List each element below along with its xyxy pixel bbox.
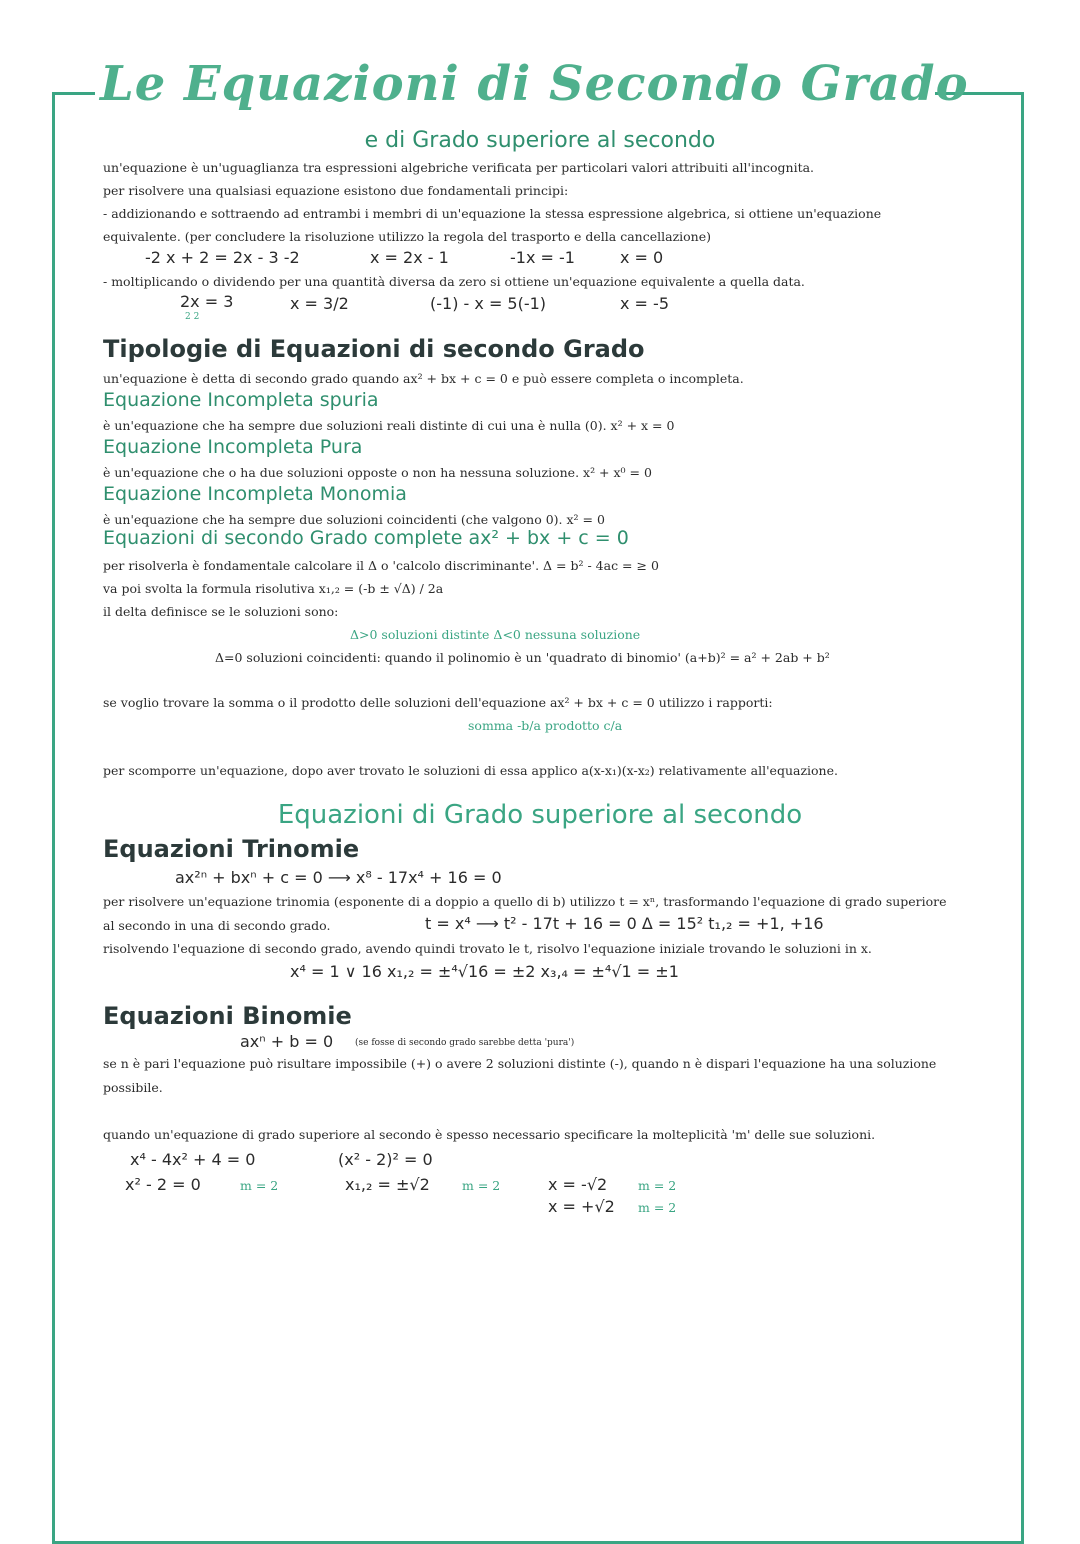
binomie-line-2: possibile. xyxy=(103,1080,163,1095)
complete-text-2: va poi svolta la formula risolutiva x₁,₂ = (-b ± √Δ) / 2a xyxy=(103,581,444,596)
tipologie-intro: un'equazione è detta di secondo grado quando ax² + bx + c = 0 e può essere completa o incompleta. xyxy=(103,371,744,386)
binomie-heading: Equazioni Binomie xyxy=(103,1002,352,1030)
trinomie-math-2: t = x⁴ ⟶ t² - 17t + 16 = 0 Δ = 15² t₁,₂ = +1, +16 xyxy=(425,914,824,933)
molteplicita-math-3: x² - 2 = 0 xyxy=(125,1175,201,1194)
complete-text-3: il delta definisce se le soluzioni sono: xyxy=(103,604,339,619)
spuria-text: è un'equazione che ha sempre due soluzioni reali distinte di cui una è nulla (0). x² + x = 0 xyxy=(103,418,675,433)
trinomie-line-3: risolvendo l'equazione di secondo grado, avendo quindi trovato le t, risolvo l'equazione iniziale trovando le soluzioni in x. xyxy=(103,941,872,956)
intro-math-7: (-1) - x = 5(-1) xyxy=(430,294,547,313)
monomia-heading: Equazione Incompleta Monomia xyxy=(103,483,407,505)
intro-math-4: x = 0 xyxy=(620,248,664,267)
binomie-note: (se fosse di secondo grado sarebbe detta 'pura') xyxy=(355,1038,575,1048)
trinomie-line-1: per risolvere un'equazione trinomia (esponente di a doppio a quello di b) utilizzo t = xⁿ, trasformando l'equazione di grado superiore xyxy=(103,894,947,909)
molteplicita-m-6: m = 2 xyxy=(638,1200,677,1215)
molteplicita-math-6: x = +√2 xyxy=(548,1197,615,1216)
page-subtitle: e di Grado superiore al secondo xyxy=(364,128,716,153)
molteplicita-m-5: m = 2 xyxy=(638,1178,677,1193)
intro-line-2: per risolvere una qualsiasi equazione esistono due fondamentali principi: xyxy=(103,183,569,198)
delta-cases-2: Δ=0 soluzioni coincidenti: quando il polinomio è un 'quadrato di binomio' (a+b)² = a² + 2ab + b² xyxy=(215,650,830,665)
superiore-heading: Equazioni di Grado superiore al secondo xyxy=(277,800,803,830)
intro-math-1: -2 x + 2 = 2x - 3 -2 xyxy=(145,248,300,267)
scomposizione-line: per scomporre un'equazione, dopo aver trovato le soluzioni di essa applico a(x-x₁)(x-x₂) relativamente all'equazione. xyxy=(103,763,838,778)
tipologie-heading: Tipologie di Equazioni di secondo Grado xyxy=(103,335,645,363)
trinomie-math-3: x⁴ = 1 ∨ 16 x₁,₂ = ±⁴√16 = ±2 x₃,₄ = ±⁴√1 = ±1 xyxy=(290,962,679,981)
molteplicita-math-4: x₁,₂ = ±√2 xyxy=(345,1175,430,1194)
pura-heading: Equazione Incompleta Pura xyxy=(103,436,363,458)
molteplicita-m-3: m = 2 xyxy=(240,1178,279,1193)
page-title: Le Equazioni di Secondo Grado xyxy=(100,56,969,112)
molteplicita-math-1: x⁴ - 4x² + 4 = 0 xyxy=(130,1150,256,1169)
trinomie-heading: Equazioni Trinomie xyxy=(103,835,360,863)
delta-cases-1: Δ>0 soluzioni distinte Δ<0 nessuna soluzione xyxy=(350,627,641,642)
molteplicita-math-5: x = -√2 xyxy=(548,1175,608,1194)
complete-text-1: per risolverla è fondamentale calcolare il Δ o 'calcolo discriminante'. Δ = b² - 4ac = ≥ 0 xyxy=(103,558,659,573)
intro-math-5-denominator: 2 2 xyxy=(185,312,200,322)
molteplicita-line: quando un'equazione di grado superiore al secondo è spesso necessario specificare la molteplicità 'm' delle sue soluzioni. xyxy=(103,1127,876,1142)
intro-math-8: x = -5 xyxy=(620,294,669,313)
complete-heading: Equazioni di secondo Grado complete ax² + bx + c = 0 xyxy=(103,527,629,549)
intro-math-6: x = 3/2 xyxy=(290,294,349,313)
intro-line-5: - moltiplicando o dividendo per una quantità diversa da zero si ottiene un'equazione equivalente a quella data. xyxy=(103,274,805,289)
binomie-math: axⁿ + b = 0 xyxy=(240,1032,334,1051)
monomia-text: è un'equazione che ha sempre due soluzioni coincidenti (che valgono 0). x² = 0 xyxy=(103,512,605,527)
intro-math-5: 2x = 3 xyxy=(180,292,234,311)
spuria-heading: Equazione Incompleta spuria xyxy=(103,389,379,411)
intro-line-4: equivalente. (per concludere la risoluzione utilizzo la regola del trasporto e della cancellazione) xyxy=(103,229,712,244)
intro-math-3: -1x = -1 xyxy=(510,248,575,267)
molteplicita-math-2: (x² - 2)² = 0 xyxy=(338,1150,433,1169)
intro-line-3: - addizionando e sottraendo ad entrambi i membri di un'equazione la stessa espressione algebrica, si ottiene un'equazione xyxy=(103,206,882,221)
binomie-line-1: se n è pari l'equazione può risultare impossibile (+) o avere 2 soluzioni distinte (-), quando n è dispari l'equazione ha una soluzione xyxy=(103,1056,937,1071)
intro-line-1: un'equazione è un'uguaglianza tra espressioni algebriche verificata per particolari valori attribuiti all'incognita. xyxy=(103,160,815,175)
somma-prodotto-formula: somma -b/a prodotto c/a xyxy=(468,718,623,733)
trinomie-line-2: al secondo in una di secondo grado. xyxy=(103,918,331,933)
pura-text: è un'equazione che o ha due soluzioni opposte o non ha nessuna soluzione. x² + x⁰ = 0 xyxy=(103,465,652,480)
somma-prodotto-line: se voglio trovare la somma o il prodotto delle soluzioni dell'equazione ax² + bx + c = 0 utilizzo i rapporti: xyxy=(103,695,773,710)
trinomie-math-1: ax²ⁿ + bxⁿ + c = 0 ⟶ x⁸ - 17x⁴ + 16 = 0 xyxy=(175,868,502,887)
intro-math-2: x = 2x - 1 xyxy=(370,248,449,267)
molteplicita-m-4: m = 2 xyxy=(462,1178,501,1193)
